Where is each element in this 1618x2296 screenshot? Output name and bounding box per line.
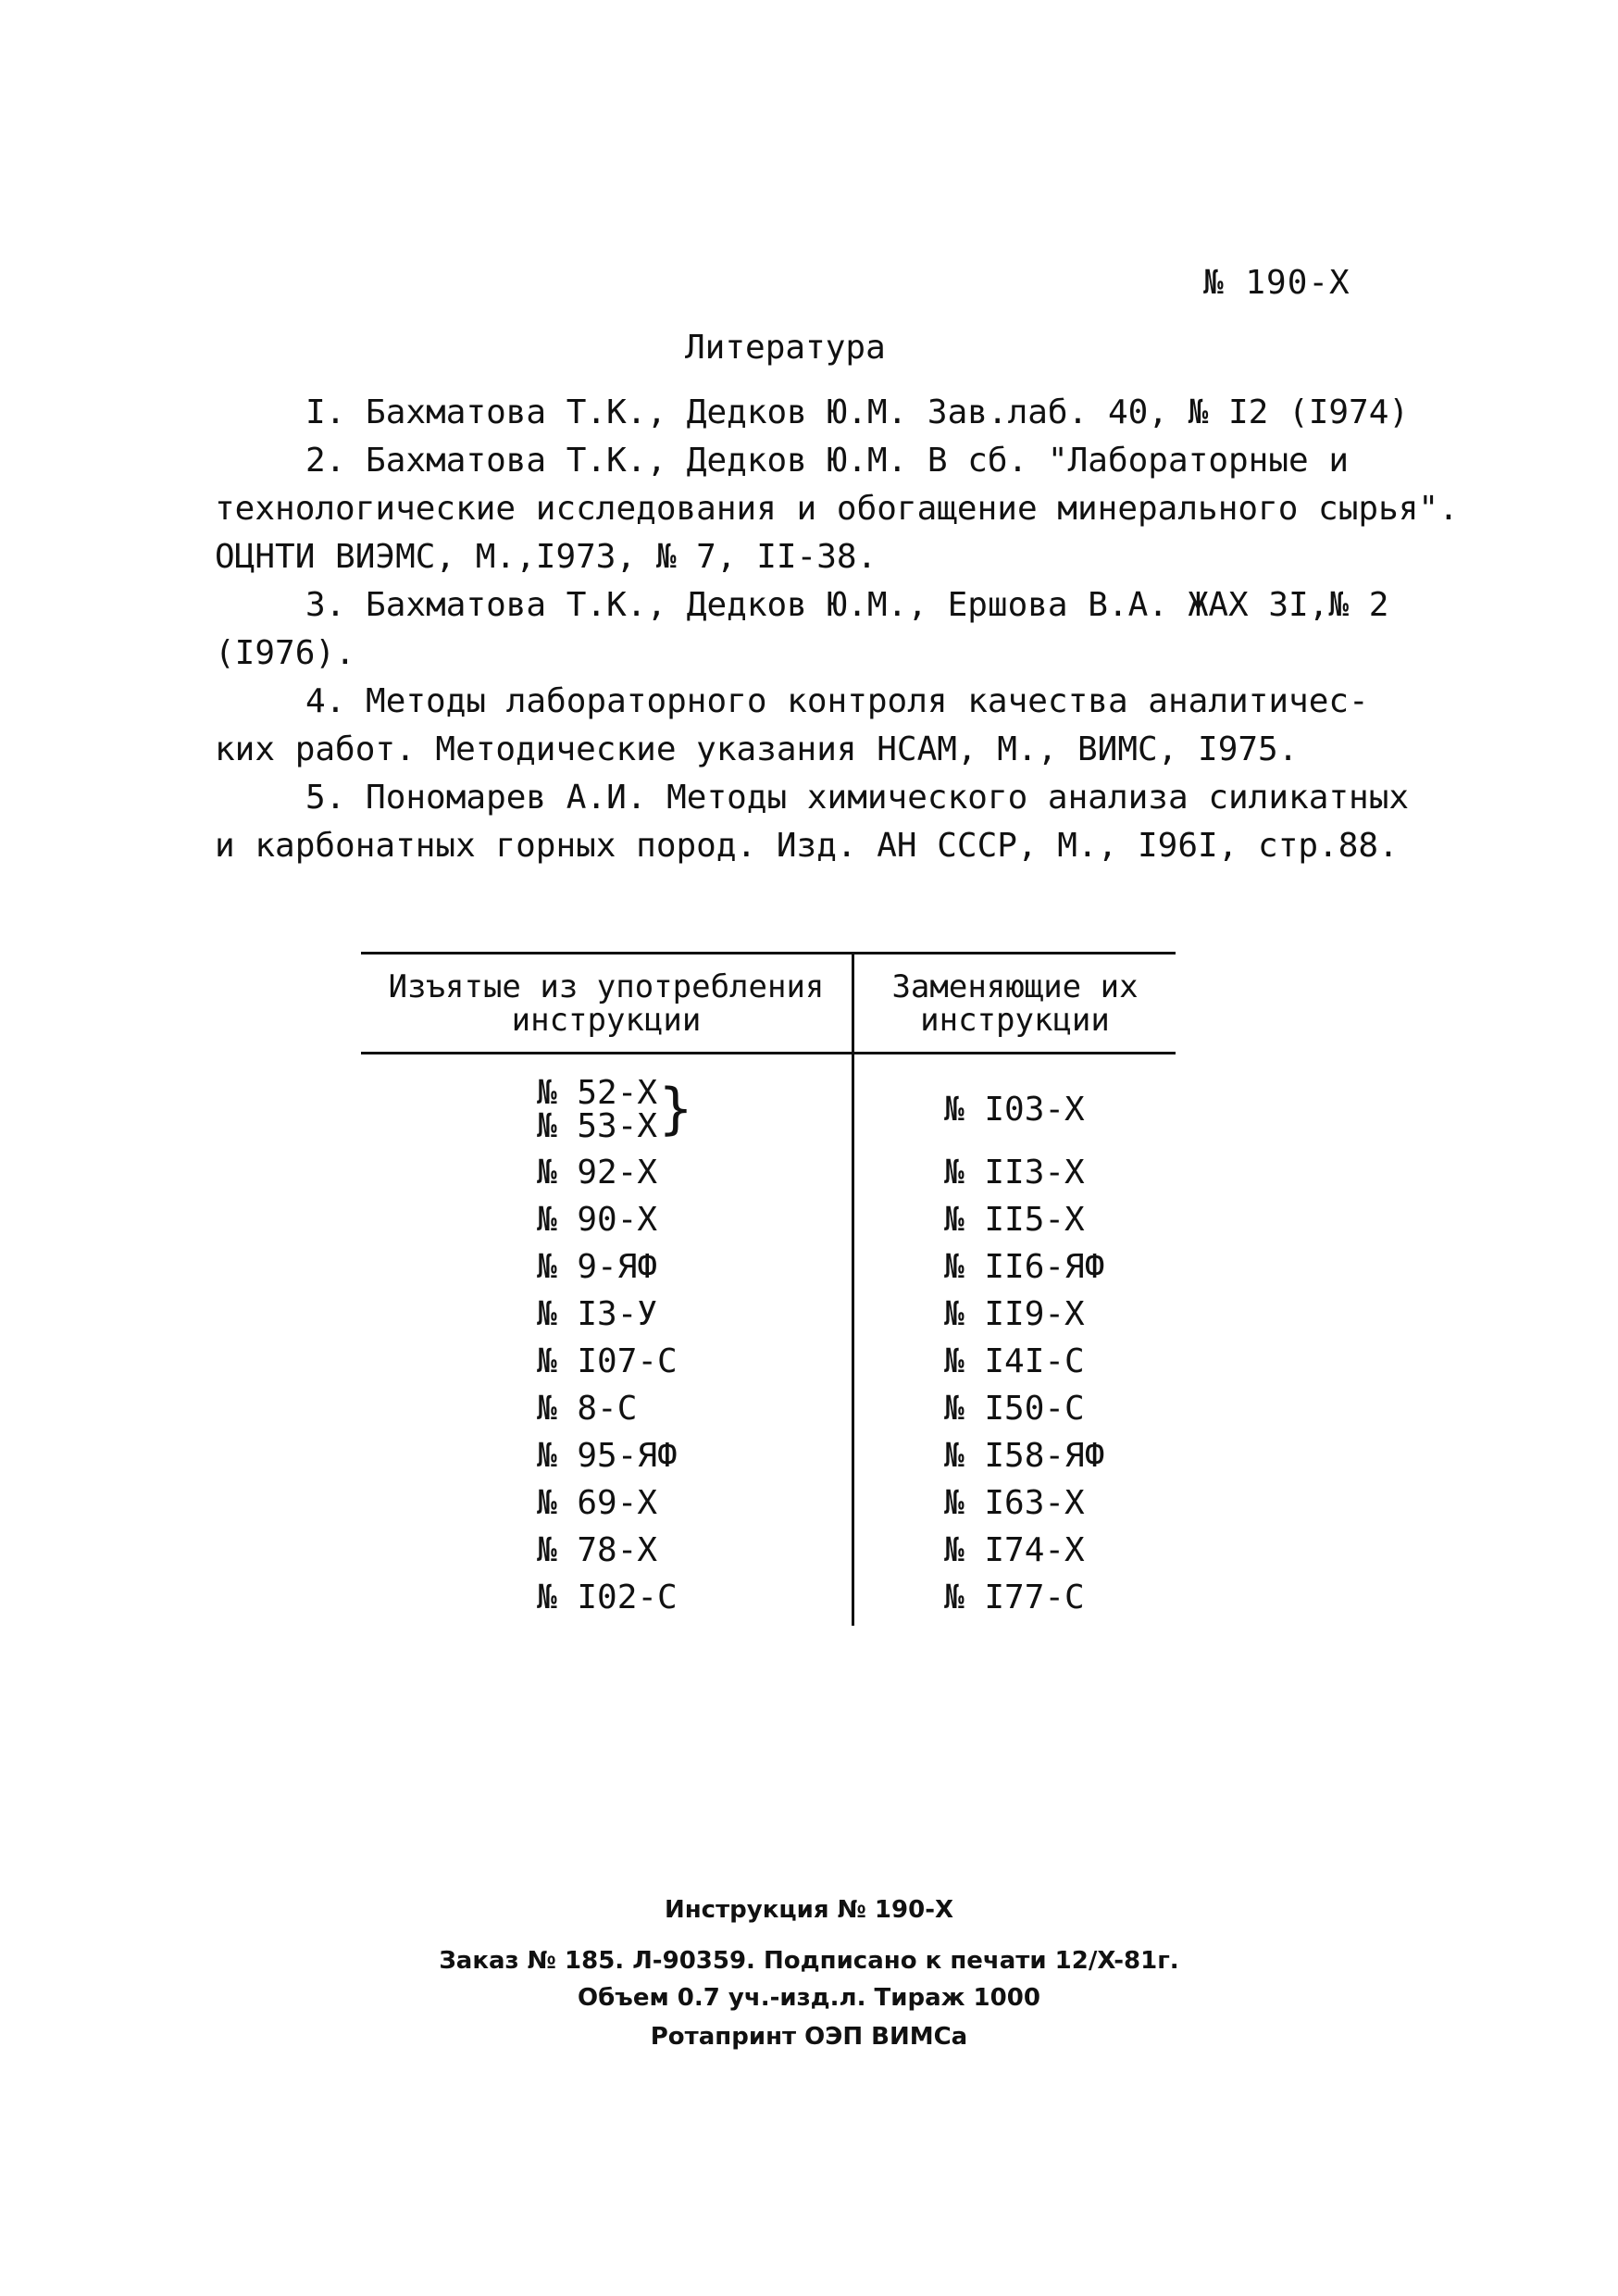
withdrawn-cell: № 78-X xyxy=(537,1531,658,1569)
replacement-cell: № I63-X xyxy=(944,1484,1085,1522)
instruction-number: № 190-X xyxy=(1203,264,1350,302)
replacement-cell: № I77-С xyxy=(944,1578,1085,1616)
colophon-instruction: Инструкция № 190-X xyxy=(664,1896,954,1924)
table-top-rule xyxy=(361,952,1176,955)
replacement-cell: № II3-X xyxy=(944,1154,1085,1192)
replacement-cell: № I4I-С xyxy=(944,1342,1085,1380)
withdrawn-cell: № 52-X xyxy=(537,1074,658,1112)
brace-icon: } xyxy=(659,1077,693,1142)
reference-2-line-3: ОЦНТИ ВИЭМС, М.,I973, № 7, II-38. xyxy=(215,538,877,576)
replacement-cell: № II5-X xyxy=(944,1201,1085,1239)
withdrawn-cell: № I07-С xyxy=(537,1342,678,1380)
header-withdrawn-line-1: Изъятые из употребления xyxy=(388,968,825,1005)
header-withdrawn-line-2: инструкции xyxy=(511,1002,702,1039)
replacement-cell: № I74-X xyxy=(944,1531,1085,1569)
reference-2-line-1: 2. Бахматова Т.К., Дедков Ю.М. В сб. "Лабораторные и xyxy=(305,442,1350,480)
withdrawn-cell: № 69-X xyxy=(537,1484,658,1522)
header-replacement xyxy=(854,970,1176,1037)
reference-2-line-2: технологические исследования и обогащение минерального сырья". xyxy=(215,490,1459,528)
withdrawn-cell: № 90-X xyxy=(537,1201,658,1239)
withdrawn-cell: № 53-X xyxy=(537,1107,658,1145)
replacement-cell: № I03-X xyxy=(944,1091,1085,1129)
reference-4-line-2: ких работ. Методические указания НСАМ, М., ВИМС, I975. xyxy=(215,730,1299,768)
withdrawn-cell: № 95-ЯФ xyxy=(537,1437,678,1475)
table-header-rule xyxy=(361,1052,1176,1054)
replacement-cell: № II9-X xyxy=(944,1295,1085,1333)
withdrawn-cell: № 8-С xyxy=(537,1390,638,1428)
reference-3-line-2: (I976). xyxy=(215,634,355,672)
reference-4-line-1: 4. Методы лабораторного контроля качества аналитичес- xyxy=(305,682,1369,720)
reference-5-line-2: и карбонатных горных пород. Изд. АН СССР, М., I96I, стр.88. xyxy=(215,827,1399,865)
header-replacement-line-1: Заменяющие их xyxy=(891,968,1139,1005)
table-column-divider xyxy=(852,952,854,1626)
withdrawn-cell: № I3-У xyxy=(537,1295,658,1333)
reference-1-line-1: I. Бахматова Т.К., Дедков Ю.М. Зав.лаб. 40, № I2 (I974) xyxy=(305,393,1410,431)
replacement-cell: № II6-ЯФ xyxy=(944,1248,1105,1286)
reference-5-line-1: 5. Пономарев А.И. Методы химического анализа силикатных xyxy=(305,779,1410,817)
reference-3-line-1: 3. Бахматова Т.К., Дедков Ю.М., Ершова В.А. ЖАХ 3I,№ 2 xyxy=(305,586,1389,624)
colophon-printer: Ротапринт ОЭП ВИМСа xyxy=(650,2023,968,2051)
header-withdrawn xyxy=(361,970,852,1037)
colophon-order: Заказ № 185. Л-90359. Подписано к печати 12/X-81г. xyxy=(439,1947,1179,1975)
withdrawn-cell: № 9-ЯФ xyxy=(537,1248,658,1286)
replacement-cell: № I50-С xyxy=(944,1390,1085,1428)
withdrawn-cell: № 92-X xyxy=(537,1154,658,1192)
replacement-cell: № I58-ЯФ xyxy=(944,1437,1105,1475)
withdrawn-cell: № I02-С xyxy=(537,1578,678,1616)
reference-list xyxy=(215,389,1459,870)
header-replacement-line-2: инструкции xyxy=(920,1002,1110,1039)
colophon-volume: Объем 0.7 уч.-изд.л. Тираж 1000 xyxy=(578,1984,1040,2012)
literature-title: Литература xyxy=(685,329,886,367)
